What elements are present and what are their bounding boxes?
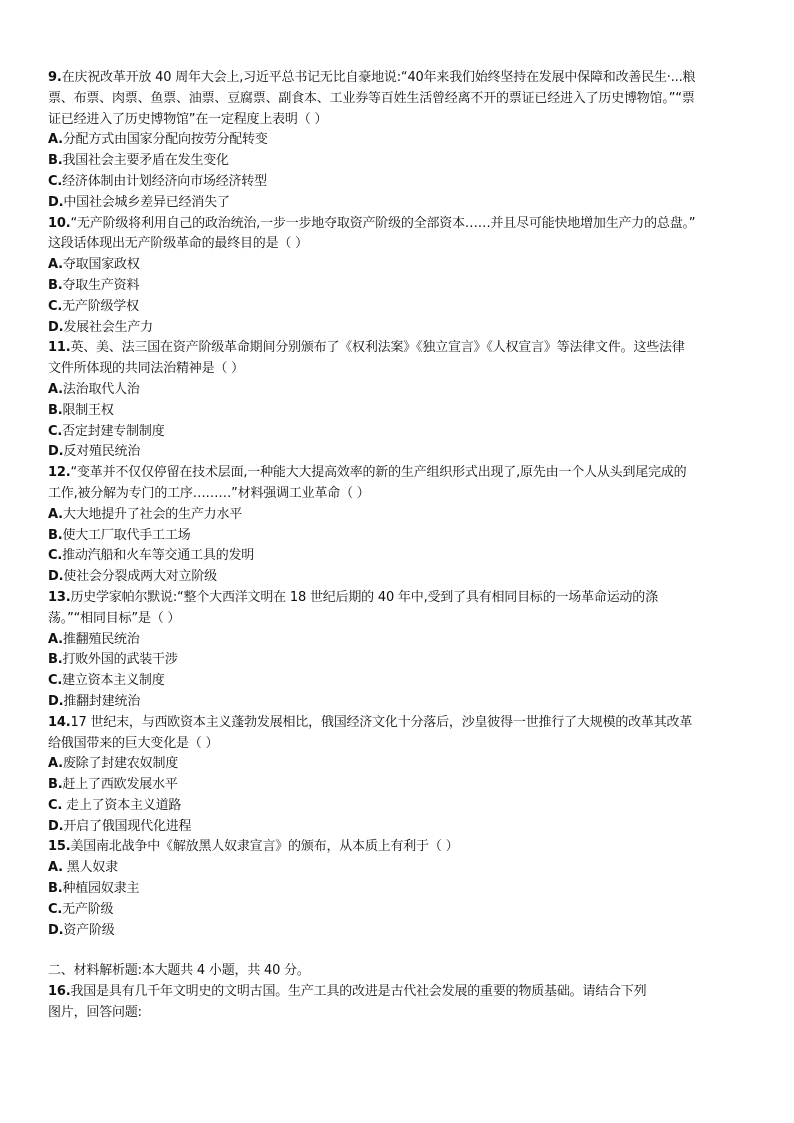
question-10 xyxy=(48,214,748,339)
question-stem-line: 10.“无产阶级将利用自己的政治统治,一步一步地夺取资产阶级的全部资本……并且尽可能快地增加生产力的总盘。” xyxy=(48,215,696,231)
question-number: 15. xyxy=(48,839,71,855)
question-14 xyxy=(48,713,748,838)
question-stem-line: 这段话体现出无产阶级革命的最终目的是（ ） xyxy=(48,236,308,252)
question-16 xyxy=(48,982,748,1024)
option-c: C.建立资本主义制度 xyxy=(48,673,165,689)
option-b: B.夺取生产资料 xyxy=(48,277,140,293)
question-stem-line: 13.历史学家帕尔默说:“整个大西洋文明在 18 世纪后期的 40 年中,受到了具有相同目标的一场革命运动的涤 xyxy=(48,589,658,605)
option-d: D.资产阶级 xyxy=(48,922,115,938)
question-stem-line: 文件所体现的共同法治精神是（ ） xyxy=(48,361,244,377)
option-d: D.推翻封建统治 xyxy=(48,693,141,709)
option-c: C.无产阶级 xyxy=(48,901,114,917)
option-d: D.开启了俄国现代化进程 xyxy=(48,818,192,834)
question-stem-line: 12.“变革并不仅仅停留在技术层面,一种能大大提高效率的新的生产组织形式出现了,原先由一个人从头到尾完成的 xyxy=(48,465,687,481)
question-number: 14. xyxy=(48,714,71,730)
option-a: A.分配方式由国家分配向按劳分配转变 xyxy=(48,132,268,148)
question-stem-line: 给俄国带来的巨大变化是（ ） xyxy=(48,735,219,751)
option-d: D.发展社会生产力 xyxy=(48,319,153,335)
question-stem-line: 11.英、美、法三国在资产阶级革命期间分别颁布了《权利法案》《独立宣言》《人权宣言》等法律文件。这些法律 xyxy=(48,340,685,356)
question-stem-line: 9.在庆祝改革开放 40 周年大会上,习近平总书记无比自豪地说:“40年来我们始终坚持在发展中保障和改善民生·...粮 xyxy=(48,70,696,85)
option-b: B.我国社会主要矛盾在发生变化 xyxy=(48,153,229,169)
question-stem-line: 工作,被分解为专门的工序………”材料强调工业革命（ ） xyxy=(48,485,370,501)
option-c: C. 走上了资本主义道路 xyxy=(48,797,182,813)
question-stem-line: 15.美国南北战争中《解放黑人奴隶宣言》的颁布，从本质上有利于（ ） xyxy=(48,839,459,855)
option-d: D.反对殖民统治 xyxy=(48,444,141,460)
question-number: 13. xyxy=(48,589,71,605)
option-d: D.使社会分裂成两大对立阶级 xyxy=(48,569,217,585)
question-stem-line: 证已经进入了历史博物馆”在一定程度上表明（ ） xyxy=(48,111,328,127)
question-12 xyxy=(48,463,748,588)
document-page xyxy=(48,68,748,1024)
question-13 xyxy=(48,588,748,713)
option-c: C.无产阶级学权 xyxy=(48,298,139,314)
question-stem-line: 16.我国是具有几千年文明史的文明古国。生产工具的改进是古代社会发展的重要的物质基础。请结合下列 xyxy=(48,984,647,1000)
question-stem-line: 票、布票、肉票、鱼票、油票、豆腐票、副食本、工业券等百姓生活曾经离不开的票证已经进入了历史博物馆。”“票 xyxy=(48,90,695,106)
question-number: 9. xyxy=(48,70,62,85)
question-number: 11. xyxy=(48,340,71,356)
question-11 xyxy=(48,338,748,463)
question-9 xyxy=(48,68,748,214)
option-a: A.废除了封建农奴制度 xyxy=(48,756,179,772)
option-a: A.夺取国家政权 xyxy=(48,257,140,273)
option-a: A.大大地提升了社会的生产力水平 xyxy=(48,506,243,522)
question-number: 16. xyxy=(48,984,71,1000)
option-a: A. 黑人奴隶 xyxy=(48,860,118,876)
option-a: A.推翻殖民统治 xyxy=(48,631,140,647)
option-b: B.使大工厂取代手工工场 xyxy=(48,527,191,543)
question-stem-line: 14.17 世纪末，与西欧资本主义蓬勃发展相比，俄国经济文化十分落后，沙皇彼得一世推行了大规模的改革其改革 xyxy=(48,714,693,730)
option-b: B.赶上了西欧发展水平 xyxy=(48,777,178,793)
option-b: B.种植园奴隶主 xyxy=(48,881,140,897)
spacer xyxy=(48,941,748,961)
option-c: C.推动汽船和火车等交通工具的发明 xyxy=(48,548,255,564)
option-c: C.经济体制由计划经济向市场经济转型 xyxy=(48,173,267,189)
option-c: C.否定封建专制制度 xyxy=(48,423,165,439)
option-b: B.打败外国的武装干涉 xyxy=(48,652,178,668)
question-number: 12. xyxy=(48,465,71,481)
question-stem-line: 荡。”“相同目标”是（ ） xyxy=(48,610,181,626)
question-stem-line: 图片，回答问题: xyxy=(48,1005,142,1021)
question-number: 10. xyxy=(48,215,71,231)
option-b: B.限制王权 xyxy=(48,402,114,418)
option-d: D.中国社会城乡差异已经消失了 xyxy=(48,194,230,210)
question-15 xyxy=(48,837,748,941)
option-a: A.法治取代人治 xyxy=(48,381,140,397)
section-heading: 二、材料解析题:本大题共 4 小题，共 40 分。 xyxy=(48,963,310,979)
